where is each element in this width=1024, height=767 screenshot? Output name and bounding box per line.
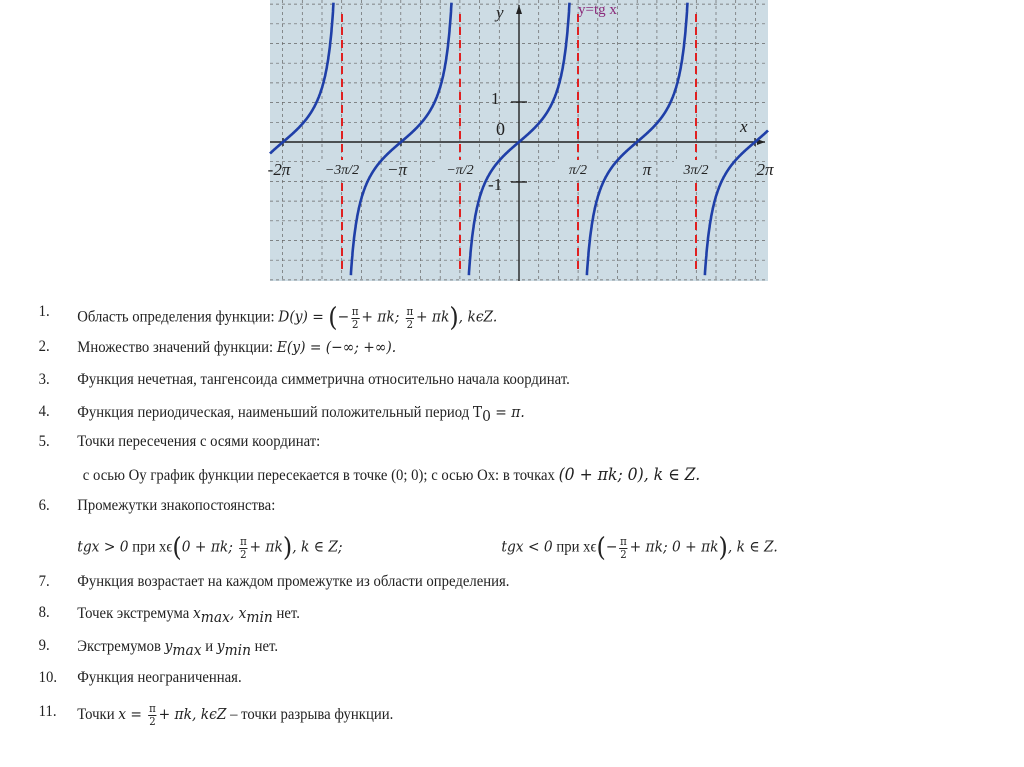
- item-number: 3.: [38, 371, 50, 388]
- math: + πk, kϵZ: [158, 705, 227, 724]
- y-axis-label: y: [496, 3, 504, 22]
- y-tick-label: 1: [491, 89, 500, 108]
- math: y: [216, 637, 225, 655]
- x-tick-label: -2π: [267, 160, 291, 179]
- item-number: 5.: [38, 433, 50, 450]
- x-tick-label: π: [642, 160, 652, 179]
- item-text: – точки разрыва функции.: [226, 706, 394, 724]
- item-number: 4.: [38, 403, 50, 420]
- item-number: 10.: [38, 669, 58, 686]
- item-text: Точки пересечения с осями координат:: [77, 433, 321, 450]
- item-text: Функция нечетная, тангенсоида симметрична относительно начала координат.: [77, 371, 570, 388]
- math-sub: max: [200, 608, 230, 627]
- graph-title: y=tg x: [578, 2, 617, 18]
- tangent-branch: [270, 3, 334, 154]
- item-text: Функция возрастает на каждом промежутке из области определения.: [77, 573, 510, 590]
- x-tick-label: π/2: [569, 163, 587, 178]
- item-number: 9.: [38, 637, 50, 654]
- fraction: $\frac{\pi}{2}$: [240, 534, 247, 561]
- fraction: $\frac{\pi}{2}$: [620, 534, 627, 561]
- item-text: Функция неограниченная.: [77, 669, 242, 686]
- math: + πk; 0 + πk: [629, 537, 719, 556]
- math: x =: [118, 705, 147, 724]
- math: , kϵZ.: [458, 307, 498, 326]
- x-axis-label: x: [740, 117, 748, 136]
- item-text: Точек экстремума: [77, 605, 193, 622]
- item-text: Промежутки знакопостоянства:: [77, 497, 276, 514]
- item-text: нет.: [272, 605, 300, 622]
- item-text: Экстремумов: [77, 638, 165, 655]
- item-text: при xϵ: [552, 538, 597, 556]
- x-tick-label: 3π/2: [683, 163, 709, 178]
- tangent-graph: [267, 0, 774, 281]
- item-text: Функция периодическая, наименьший положительный период: [77, 404, 473, 421]
- math: + πk: [415, 307, 450, 326]
- math: E(y) = (−∞; +∞).: [276, 338, 397, 356]
- fraction: $\frac{\pi}{2}$: [406, 304, 414, 331]
- y-axis-arrow: [516, 5, 522, 14]
- item-number: 6.: [38, 497, 50, 514]
- math: , k ∈ Z.: [727, 537, 778, 556]
- math-sub: min: [246, 608, 273, 627]
- x-tick-label: −π/2: [446, 163, 474, 178]
- y-tick-label: -1: [488, 175, 503, 194]
- math-sub: max: [172, 641, 202, 660]
- item-number: 7.: [38, 573, 50, 590]
- math: x: [192, 604, 201, 622]
- math: T: [472, 403, 483, 421]
- fraction: $\frac{\pi}{2}$: [149, 702, 156, 728]
- item-text: Множество значений функции:: [77, 339, 277, 356]
- item-number: 2.: [38, 338, 50, 355]
- math-sub: min: [224, 641, 251, 660]
- math: tgx > 0: [77, 537, 129, 556]
- math: = π.: [490, 403, 525, 421]
- x-tick-label: 2π: [756, 160, 774, 179]
- math: , k ∈ Z;: [292, 537, 343, 556]
- math: , x: [229, 604, 247, 622]
- x-tick-label: −3π/2: [324, 163, 360, 178]
- math: tgx < 0: [501, 537, 553, 556]
- item-text: нет.: [250, 638, 279, 655]
- fraction: $\frac{\pi}{2}$: [351, 304, 359, 331]
- item-text: и: [201, 638, 217, 655]
- graph-canvas: [267, 0, 774, 281]
- item-number: 1.: [38, 303, 50, 320]
- tangent-branch: [705, 131, 768, 276]
- math: + πk: [249, 537, 283, 556]
- math: + πk;: [361, 307, 404, 326]
- item-number: 8.: [38, 604, 50, 621]
- math: D(y) =: [278, 307, 329, 326]
- item-text: Область определения функции:: [77, 308, 279, 326]
- origin-label: 0: [496, 119, 505, 139]
- math: y: [164, 637, 173, 655]
- item-text: при xϵ: [128, 538, 173, 556]
- item-number: 11.: [38, 703, 57, 720]
- math-sub: 0: [482, 407, 491, 426]
- math: 0 + πk;: [181, 537, 238, 556]
- item-text: с осью Oy график функции пересекается в точке (0; 0); с осью Ox: в точках: [82, 467, 559, 484]
- x-tick-label: −π: [387, 160, 407, 179]
- item-text: Точки: [77, 706, 119, 724]
- math: (0 + πk; 0), k ∈ Z.: [558, 465, 701, 485]
